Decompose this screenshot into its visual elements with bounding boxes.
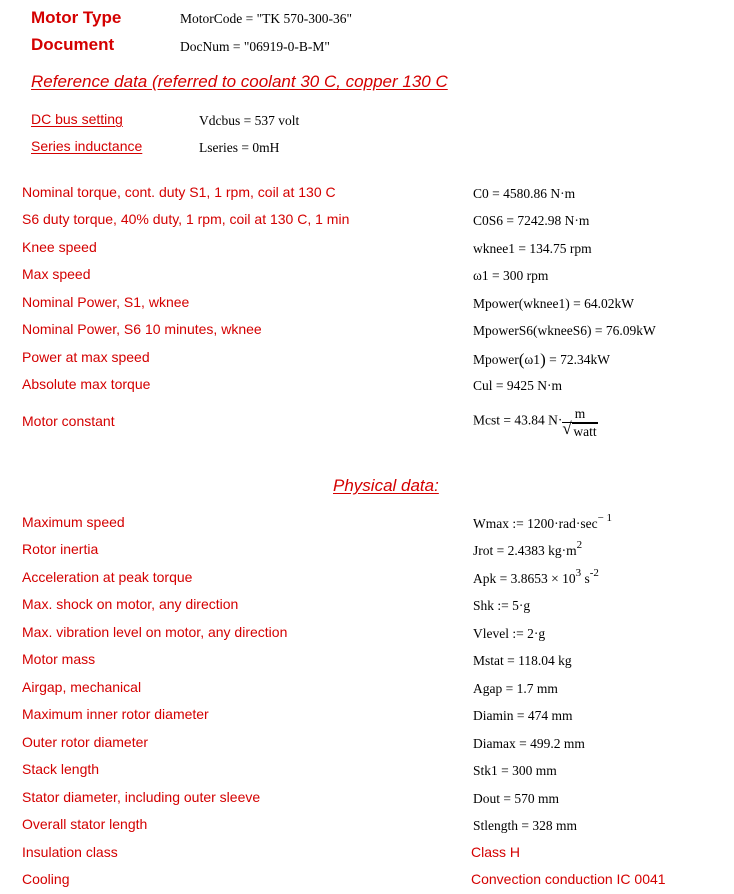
knee-speed-value: wknee1 = 134.75 rpm [473, 241, 592, 256]
airgap-value: Agap = 1.7 mm [473, 681, 558, 696]
physical-data-title: Physical data: [333, 476, 439, 495]
stator-diameter-label: Stator diameter, including outer sleeve [22, 789, 261, 805]
nominal-power-s6-value: MpowerS6(wkneeS6) = 76.09kW [473, 323, 656, 338]
doc-num-equation: DocNum = "06919-0-B-M" [180, 39, 330, 54]
max-shock-value: Shk := 5·g [473, 598, 531, 613]
max-speed-label: Max speed [22, 266, 91, 282]
acceleration-label: Acceleration at peak torque [22, 569, 193, 585]
power-max-speed-label: Power at max speed [22, 349, 150, 365]
nominal-power-s1-label: Nominal Power, S1, wknee [22, 294, 190, 310]
knee-speed-label: Knee speed [22, 239, 97, 255]
nominal-torque-value: C0 = 4580.86 N·m [473, 186, 576, 201]
dc-bus-setting-link[interactable]: DC bus setting [31, 111, 123, 127]
rotor-inertia-value: Jrot = 2.4383 $kg\cdot m^2$ [473, 539, 583, 558]
outer-rotor-diameter-label: Outer rotor diameter [22, 734, 149, 750]
insulation-class-label: Insulation class [22, 844, 118, 860]
max-shock-label: Max. shock on motor, any direction [22, 596, 239, 612]
stack-length-label: Stack length [22, 761, 100, 777]
cooling-value: Convection conduction IC 0041 [471, 871, 666, 887]
stack-length-value: Stk1 = 300 mm [473, 763, 557, 778]
airgap-label: Airgap, mechanical [22, 679, 142, 695]
cooling-label: Cooling [22, 871, 70, 887]
acceleration-value: Apk = $3.8653 \times 10^3$ $s^{-2}$ [473, 567, 599, 586]
stator-length-label: Overall stator length [22, 816, 148, 832]
motor-mass-value: Mstat = 118.04 kg [473, 653, 572, 668]
dc-bus-equation: Vdcbus = 537 volt [199, 113, 300, 128]
reference-data-title: Reference data (referred to coolant 30 C, copper 130 C [31, 72, 448, 91]
power-max-speed-value: Mpower(ω1) = 72.34kW [473, 350, 610, 369]
insulation-class-value: Class H [471, 844, 521, 860]
maximum-speed-label: Maximum speed [22, 514, 125, 530]
motor-code-equation: MotorCode = "TK 570-300-36" [180, 11, 352, 26]
series-inductance-equation: Lseries = 0mH [199, 140, 280, 155]
max-vibration-value: Vlevel := 2·g [473, 626, 546, 641]
stator-diameter-value: Dout = 570 mm [473, 791, 559, 806]
document-label: Document [31, 35, 115, 54]
max-vibration-label: Max. vibration level on motor, any direction [22, 624, 288, 640]
motor-constant-label: Motor constant [22, 413, 115, 429]
s6-torque-label: S6 duty torque, 40% duty, 1 rpm, coil at 130 C, 1 min [22, 211, 350, 227]
rotor-inertia-label: Rotor inertia [22, 541, 99, 557]
nominal-torque-label: Nominal torque, cont. duty S1, 1 rpm, coil at 130 C [22, 184, 336, 200]
nominal-power-s6-label: Nominal Power, S6 10 minutes, wknee [22, 321, 262, 337]
series-inductance-link[interactable]: Series inductance [31, 138, 143, 154]
max-speed-value: ω1 = 300 rpm [473, 268, 549, 283]
motor-constant-value: Mcst = 43.84 N· m √ watt [473, 406, 597, 439]
stator-length-value: Stlength = 328 mm [473, 818, 577, 833]
outer-rotor-diameter-value: Diamax = 499.2 mm [473, 736, 585, 751]
abs-max-torque-label: Absolute max torque [22, 376, 151, 392]
s6-torque-value: C0S6 = 7242.98 N·m [473, 213, 590, 228]
abs-max-torque-value: Cul = 9425 N·m [473, 378, 563, 393]
motor-type-label: Motor Type [31, 8, 122, 27]
maximum-speed-value: Wmax := $1200\cdot rad\cdot\sec^{- 1}$ [473, 512, 613, 531]
motor-mass-label: Motor mass [22, 651, 96, 667]
inner-rotor-diameter-label: Maximum inner rotor diameter [22, 706, 209, 722]
nominal-power-s1-value: Mpower(wknee1) = 64.02kW [473, 296, 634, 311]
inner-rotor-diameter-value: Diamin = 474 mm [473, 708, 573, 723]
